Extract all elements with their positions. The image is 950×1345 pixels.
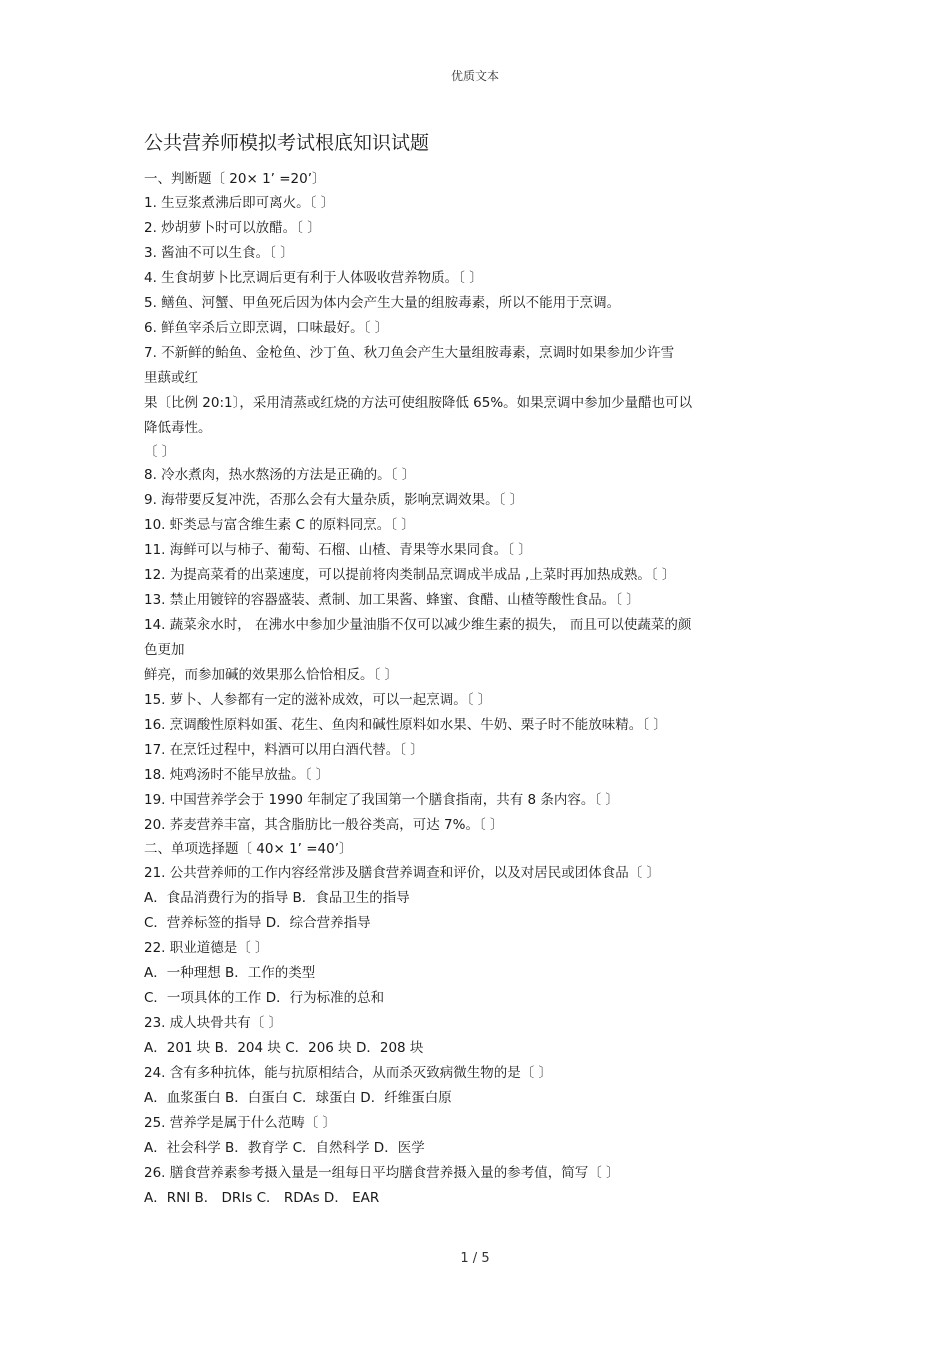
question-line: 11. 海鲜可以与柿子、葡萄、石榴、山楂、青果等水果同食。〔 〕 [144,542,532,558]
page-number: 1 / 5 [460,1251,490,1266]
question-line: A．201 块 B．204 块 C．206 块 D．208 块 [144,1040,424,1056]
question-line: 里蕻或红 [144,370,198,386]
question-line: 18. 炖鸡汤时不能早放盐。〔 〕 [144,767,330,783]
question-line: 23. 成人块骨共有〔 〕 [144,1015,283,1031]
question-line: 13. 禁止用镀锌的容器盛装、煮制、加工果酱、蜂蜜、食醋、山楂等酸性食品。〔 〕 [144,592,640,608]
question-line: 16. 烹调酸性原料如蛋、花生、鱼肉和碱性原料如水果、牛奶、栗子时不能放味精。〔 〕 [144,717,667,733]
question-line: C．一项具体的工作 D．行为标准的总和 [144,990,385,1006]
question-line: 2. 炒胡萝卜时可以放醋。〔 〕 [144,220,321,236]
question-line: A．食品消费行为的指导 B．食品卫生的指导 [144,890,410,906]
question-line: 4. 生食胡萝卜比烹调后更有利于人体吸收营养物质。〔 〕 [144,270,483,286]
section-heading: 一、判断题〔 20× 1’ =20’〕 [144,171,326,187]
question-line: 7. 不新鲜的鲐鱼、金枪鱼、沙丁鱼、秋刀鱼会产生大量组胺毒素，烹调时如果参加少许雪 [144,345,675,361]
question-line: 降低毒性。 [144,420,212,436]
question-body [144,168,804,1211]
section-heading: 二、单项选择题〔 40× 1’ =40’〕 [144,841,353,857]
question-line: 3. 酱油不可以生食。〔 〕 [144,245,294,261]
question-line: 8. 冷水煮肉，热水熬汤的方法是正确的。〔 〕 [144,467,416,483]
question-line: 15. 萝卜、人参都有一定的滋补成效，可以一起烹调。〔 〕 [144,692,492,708]
question-line: 鲜亮，而参加碱的效果那么恰恰相反。〔 〕 [144,667,399,683]
question-line: 5. 鳝鱼、河蟹、甲鱼死后因为体内会产生大量的组胺毒素，所以不能用于烹调。 [144,295,621,311]
question-line: 20. 荞麦营养丰富，其含脂肪比一般谷类高，可达 7%。〔 〕 [144,817,504,833]
question-line: 25. 营养学是属于什么范畴〔 〕 [144,1115,337,1131]
question-line: 21. 公共营养师的工作内容经常涉及膳食营养调查和评价，以及对居民或团体食品〔 〕 [144,865,661,881]
question-line: 17. 在烹饪过程中，料酒可以用白酒代替。〔 〕 [144,742,424,758]
question-line: C．营养标签的指导 D．综合营养指导 [144,915,371,931]
question-line: 9. 海带要反复冲洗，否那么会有大量杂质，影响烹调效果。〔 〕 [144,492,524,508]
question-line: 22. 职业道德是〔 〕 [144,940,269,956]
question-line: 26. 膳食营养素参考摄入量是一组每日平均膳食营养摄入量的参考值，简写〔 〕 [144,1165,620,1181]
question-line: 色更加 [144,642,185,658]
question-line: 19. 中国营养学会于 1990 年制定了我国第一个膳食指南，共有 8 条内容。〔 〕 [144,792,619,808]
question-line: 24. 含有多种抗体，能与抗原相结合，从而杀灭致病微生物的是〔 〕 [144,1065,553,1081]
question-line: 14. 蔬菜汆水时， 在沸水中参加少量油脂不仅可以减少维生素的损失， 而且可以使蔬菜的颜 [144,617,692,633]
question-line: 1. 生豆浆煮沸后即可离火。〔 〕 [144,195,335,211]
question-line: 12. 为提高菜肴的出菜速度，可以提前将肉类制品烹调成半成品 ,上菜时再加热成熟。〔 〕 [144,567,676,583]
question-line: 〔 〕 [144,444,176,460]
question-line: 10. 虾类忌与富含维生素 C 的原料同烹。〔 〕 [144,517,415,533]
question-line: A．RNI B． DRIs C． RDAs D． EAR [144,1190,380,1206]
question-line: A．血浆蛋白 B．白蛋白 C．球蛋白 D．纤维蛋白原 [144,1090,452,1106]
question-line: 果〔比例 20:1〕，采用清蒸或红烧的方法可使组胺降低 65%。如果烹调中参加少量醋也可以 [144,395,693,411]
page-header: 优质文本 [450,69,499,83]
question-line: A．社会科学 B．教育学 C．自然科学 D．医学 [144,1140,425,1156]
question-line: A．一种理想 B．工作的类型 [144,965,316,981]
question-line: 6. 鲜鱼宰杀后立即烹调，口味最好。〔 〕 [144,320,389,336]
document-title: 公共营养师模拟考试根底知识试题 [144,132,430,154]
